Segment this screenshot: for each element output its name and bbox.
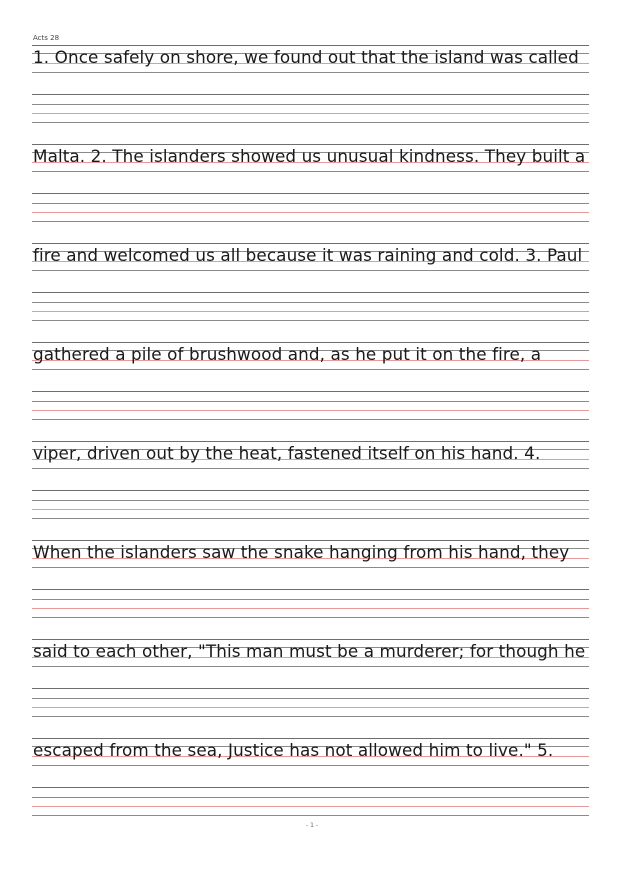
practice-base-rule <box>32 113 589 114</box>
practice-top-rule <box>32 787 589 788</box>
top-rule <box>32 144 589 145</box>
passage-reference: Acts 28 <box>33 34 60 42</box>
practice-base-rule <box>32 509 589 510</box>
practice-mid-rule <box>32 599 589 600</box>
practice-top-rule <box>32 391 589 392</box>
bottom-rule <box>32 171 589 172</box>
practice-bottom-rule <box>32 221 589 222</box>
practice-base-rule <box>32 806 589 807</box>
top-rule <box>32 738 589 739</box>
bottom-rule <box>32 72 589 73</box>
page-number: - 1 - <box>306 822 318 829</box>
writing-block <box>0 141 624 239</box>
writing-block <box>0 42 624 140</box>
practice-bottom-rule <box>32 716 589 717</box>
practice-top-rule <box>32 292 589 293</box>
top-rule <box>32 639 589 640</box>
writing-block <box>0 537 624 635</box>
top-rule <box>32 441 589 442</box>
writing-block <box>0 339 624 437</box>
practice-bottom-rule <box>32 617 589 618</box>
practice-base-rule <box>32 311 589 312</box>
bottom-rule <box>32 270 589 271</box>
practice-top-rule <box>32 688 589 689</box>
practice-bottom-rule <box>32 815 589 816</box>
practice-mid-rule <box>32 797 589 798</box>
practice-top-rule <box>32 94 589 95</box>
practice-top-rule <box>32 589 589 590</box>
practice-bottom-rule <box>32 518 589 519</box>
copy-line-text: said to each other, "This man must be a murderer; for though he <box>33 641 586 661</box>
practice-base-rule <box>32 608 589 609</box>
practice-mid-rule <box>32 698 589 699</box>
bottom-rule <box>32 468 589 469</box>
top-rule <box>32 540 589 541</box>
practice-bottom-rule <box>32 419 589 420</box>
copy-line-text: fire and welcomed us all because it was raining and cold. 3. Paul <box>33 245 583 265</box>
bottom-rule <box>32 567 589 568</box>
top-rule <box>32 45 589 46</box>
copy-line-text: escaped from the sea, Justice has not allowed him to live." 5. <box>33 740 554 760</box>
writing-block <box>0 438 624 536</box>
copy-line-text: gathered a pile of brushwood and, as he put it on the fire, a <box>33 344 542 364</box>
practice-base-rule <box>32 410 589 411</box>
bottom-rule <box>32 765 589 766</box>
copy-line-text: When the islanders saw the snake hanging from his hand, they <box>33 542 570 562</box>
practice-bottom-rule <box>32 122 589 123</box>
practice-mid-rule <box>32 401 589 402</box>
practice-base-rule <box>32 212 589 213</box>
top-rule <box>32 342 589 343</box>
practice-bottom-rule <box>32 320 589 321</box>
practice-top-rule <box>32 490 589 491</box>
top-rule <box>32 243 589 244</box>
practice-mid-rule <box>32 203 589 204</box>
practice-base-rule <box>32 707 589 708</box>
practice-mid-rule <box>32 500 589 501</box>
writing-block <box>0 636 624 734</box>
bottom-rule <box>32 369 589 370</box>
copy-line-text: 1. Once safely on shore, we found out that the island was called <box>33 47 579 67</box>
practice-mid-rule <box>32 302 589 303</box>
writing-block <box>0 735 624 833</box>
bottom-rule <box>32 666 589 667</box>
writing-block <box>0 240 624 338</box>
practice-top-rule <box>32 193 589 194</box>
copy-line-text: Malta. 2. The islanders showed us unusual kindness. They built a <box>33 146 586 166</box>
practice-mid-rule <box>32 104 589 105</box>
copy-line-text: viper, driven out by the heat, fastened itself on his hand. 4. <box>33 443 541 463</box>
